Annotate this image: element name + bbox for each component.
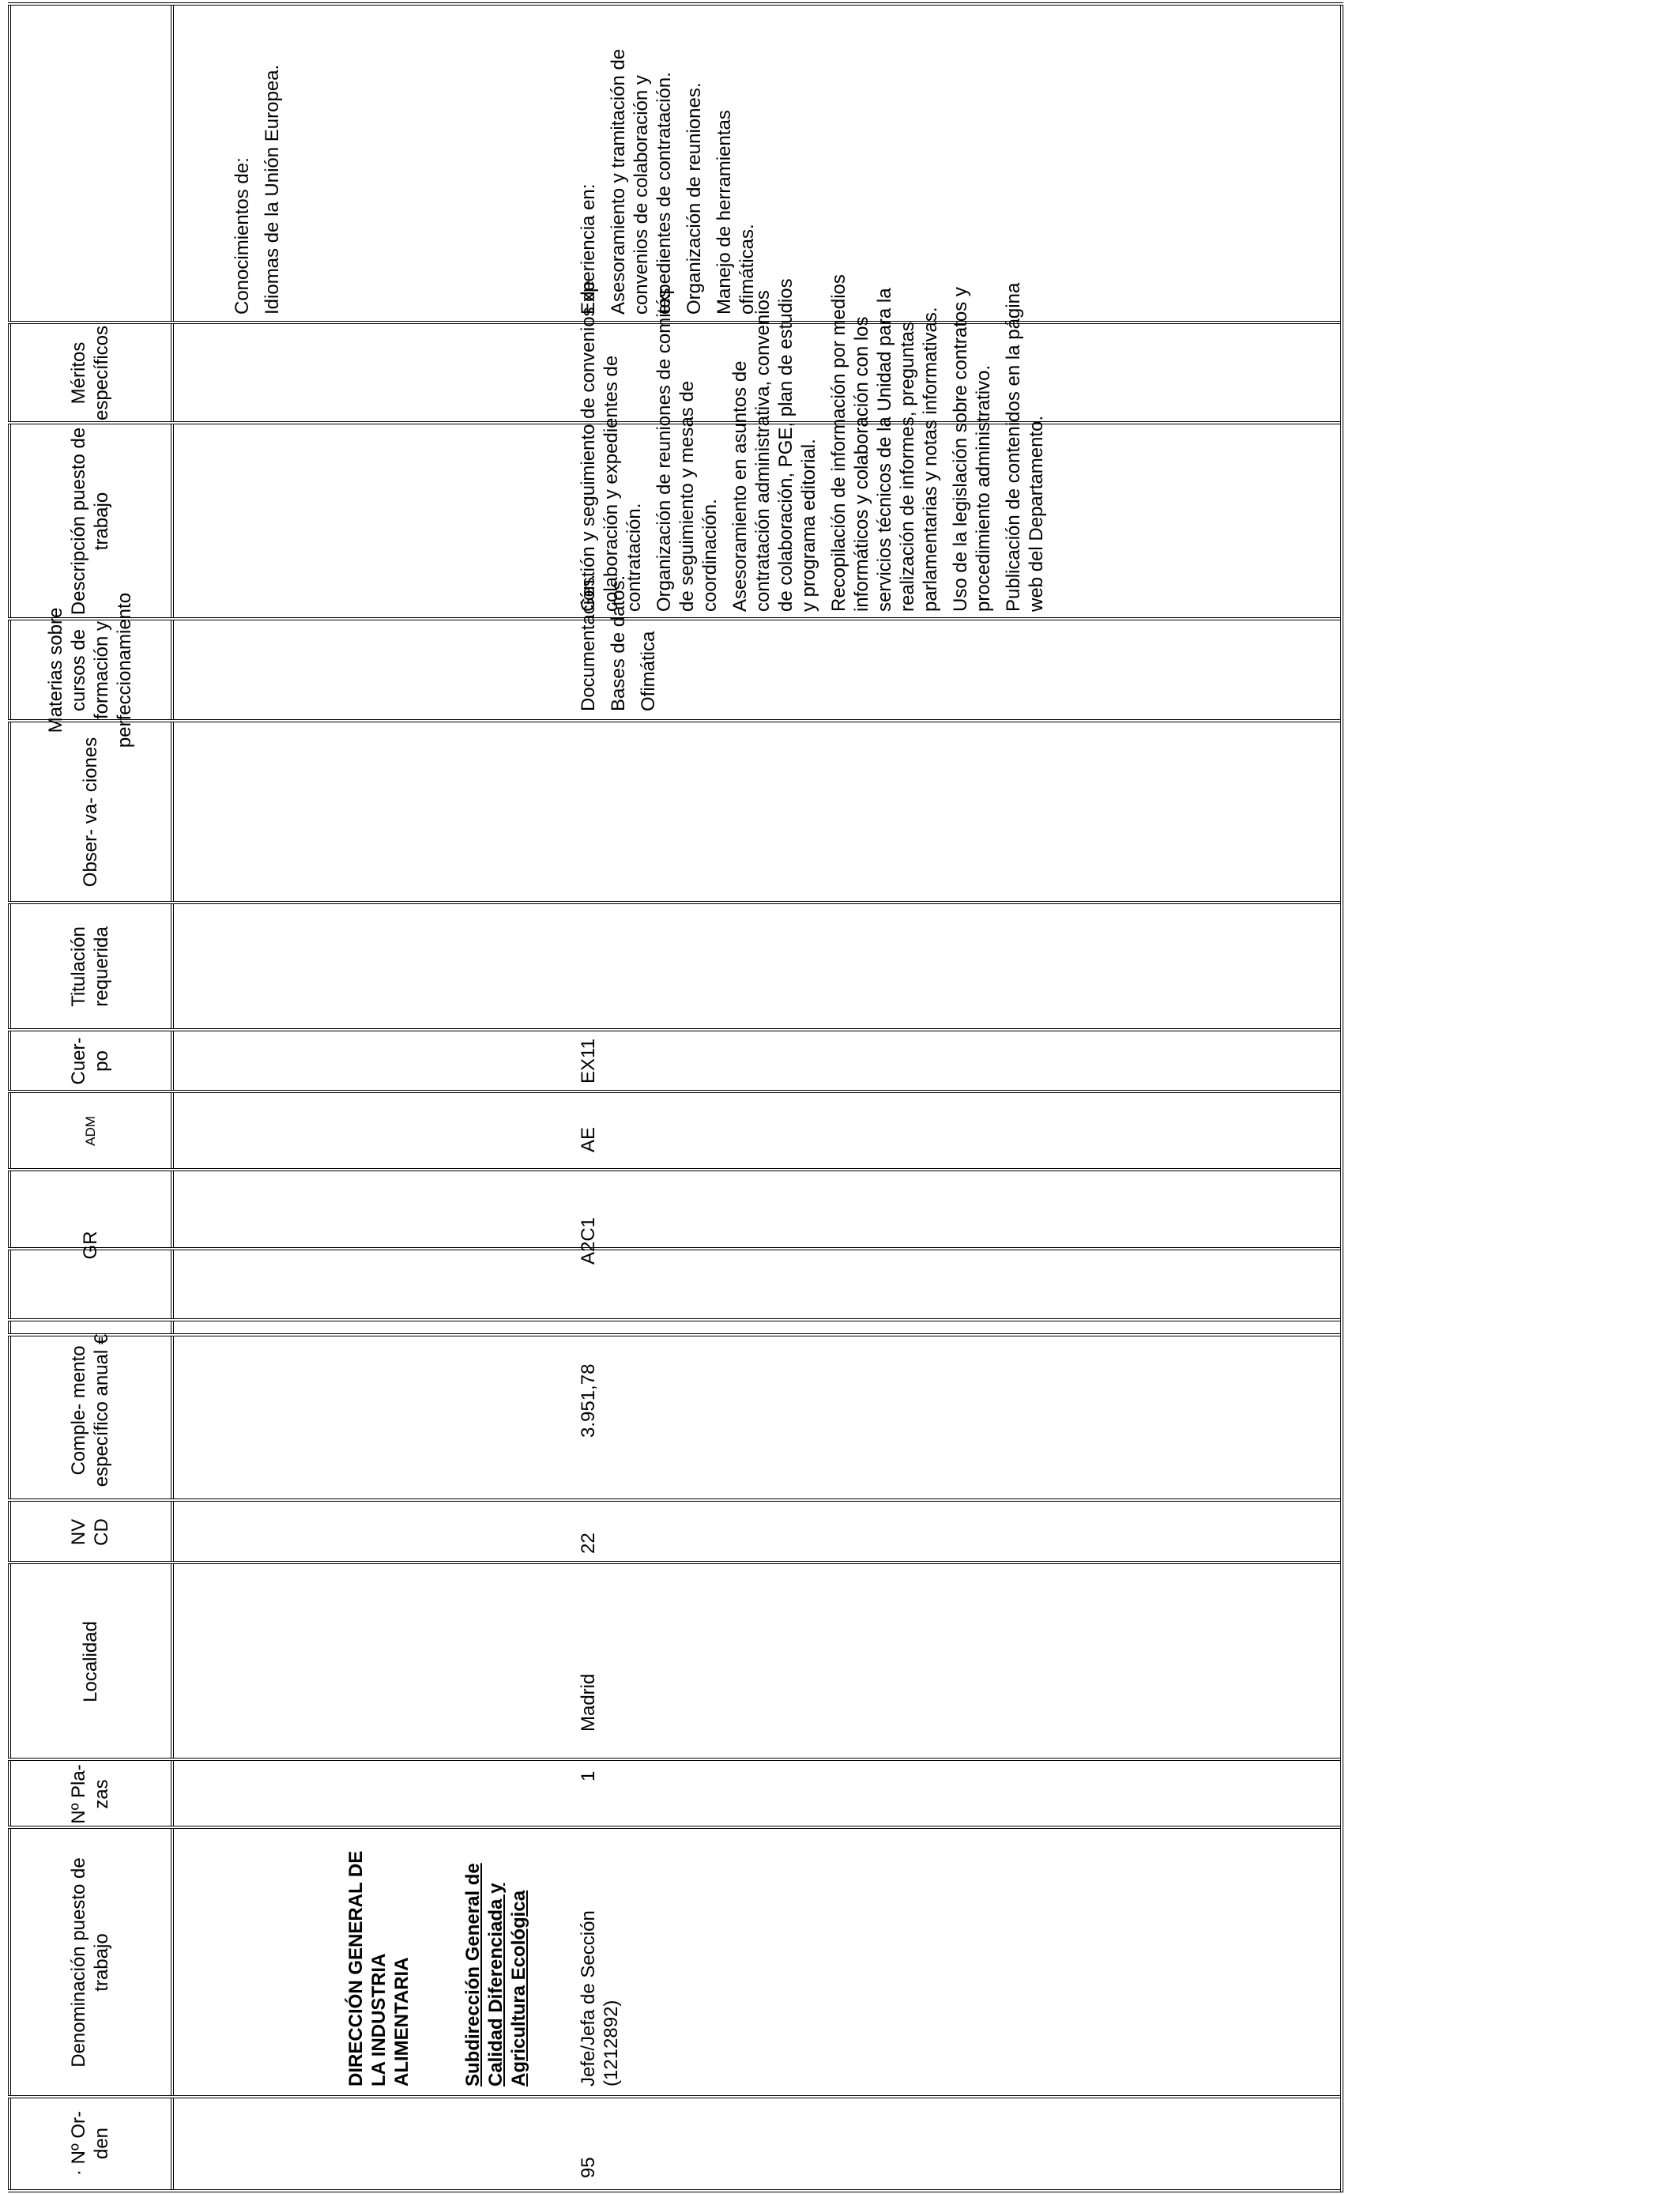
column-separator xyxy=(8,2189,1343,2192)
row-nivel: 22 xyxy=(578,1532,599,1554)
column-separator xyxy=(8,1758,1343,1761)
materia-item: Bases de datos. xyxy=(608,575,629,711)
row-descripcion xyxy=(577,272,1055,612)
header-titulacion: Titulación requerida xyxy=(68,926,112,1007)
column-separator xyxy=(8,1090,1343,1093)
column-separator xyxy=(8,1333,1343,1336)
descripcion-item: Asesoramiento en asuntos de contratación administrativa, convenios de colaboración, PGE, plan de estudios y programa editorial. xyxy=(729,278,819,612)
descripcion-item: Organización de reuniones de comités de seguimiento y mesas de coordinación. xyxy=(654,288,721,612)
descripcion-item: Publicación de contenidos en la página web del Departamento. xyxy=(1003,282,1047,612)
column-separator xyxy=(8,1498,1343,1502)
materia-item: Documentación. xyxy=(578,574,599,711)
header-meritos: Méritos específicos xyxy=(68,325,112,421)
column-separator xyxy=(8,1318,1343,1321)
column-separator xyxy=(8,901,1343,904)
descripcion-item: Recopilación de información por medios informáticos y colaboración con los servicios técnicos de la Unidad para la realización de informes, preguntas parlamentarias y notas informativas. xyxy=(828,274,941,612)
header-materias: Materias sobre cursos de formación y perfeccionamiento xyxy=(45,592,135,748)
subdireccion-heading: Subdirección General de Calidad Diferenciada y Agricultura Ecológica xyxy=(462,1863,529,2087)
header-nivel: NV CD xyxy=(68,1518,112,1546)
row-plazas: 1 xyxy=(578,1770,599,1781)
header-grupo: GR xyxy=(79,1231,101,1260)
header-denominacion: Denominación puesto de trabajo xyxy=(68,1857,112,2068)
header-observaciones: Obser- va- ciones xyxy=(79,737,101,888)
merito-item: Manejo de herramientas ofimáticas. xyxy=(714,110,758,315)
row-complemento: 3.951,78 xyxy=(578,1363,599,1438)
row-denominacion: Jefe/Jefa de Sección (1212892) xyxy=(578,1910,622,2087)
column-separator xyxy=(8,1168,1343,1171)
column-separator xyxy=(8,1826,1343,1829)
column-separator xyxy=(8,2,1343,6)
header-complemento: Comple- mento específico anual € xyxy=(68,1333,112,1487)
merito-item: Organización de reuniones. xyxy=(684,82,705,315)
column-separator xyxy=(8,719,1343,722)
header-adm: ADM xyxy=(82,1116,98,1146)
header-separator xyxy=(171,6,174,2192)
row-cuerpo: EX11 xyxy=(578,1039,599,1084)
merito-item: Experiencia en: xyxy=(578,183,599,315)
column-separator xyxy=(8,1028,1343,1031)
row-meritos xyxy=(577,14,766,315)
table-border-bottom xyxy=(1340,6,1343,2192)
header-descripcion: Descripción puesto de trabajo xyxy=(68,427,112,616)
row-adm: AE xyxy=(578,1126,599,1152)
header-cuerpo: Cuer- po xyxy=(68,1037,112,1085)
row-grupo: A2C1 xyxy=(578,1216,599,1265)
row-localidad: Madrid xyxy=(578,1673,599,1732)
header-localidad: Localidad xyxy=(79,1621,101,1702)
column-separator xyxy=(8,1561,1343,1564)
meritos-conocimientos: Conocimientos de: Idiomas de la Unión Europea. xyxy=(232,64,283,315)
row-orden: 95 xyxy=(578,2157,599,2178)
column-separator xyxy=(8,1247,1343,1250)
materia-item: Ofimática xyxy=(638,631,659,711)
header-plazas: Nº Pla- zas xyxy=(68,1764,112,1824)
header-orden: · Nº Or- den xyxy=(68,2110,112,2177)
column-separator xyxy=(8,617,1343,620)
descripcion-item: Uso de la legislación sobre contratos y procedimiento administrativo. xyxy=(950,287,994,612)
merito-item: Asesoramiento y tramitación de convenios de colaboración y expedientes de contratación. xyxy=(608,48,675,315)
column-separator xyxy=(8,2095,1343,2098)
direccion-general-heading: DIRECCIÓN GENERAL DE LA INDUSTRIA ALIMENTARIA xyxy=(345,1850,412,2087)
descripcion-item: Gestión y seguimiento de convenios de colaboración y expedientes de contratación. xyxy=(578,281,645,612)
